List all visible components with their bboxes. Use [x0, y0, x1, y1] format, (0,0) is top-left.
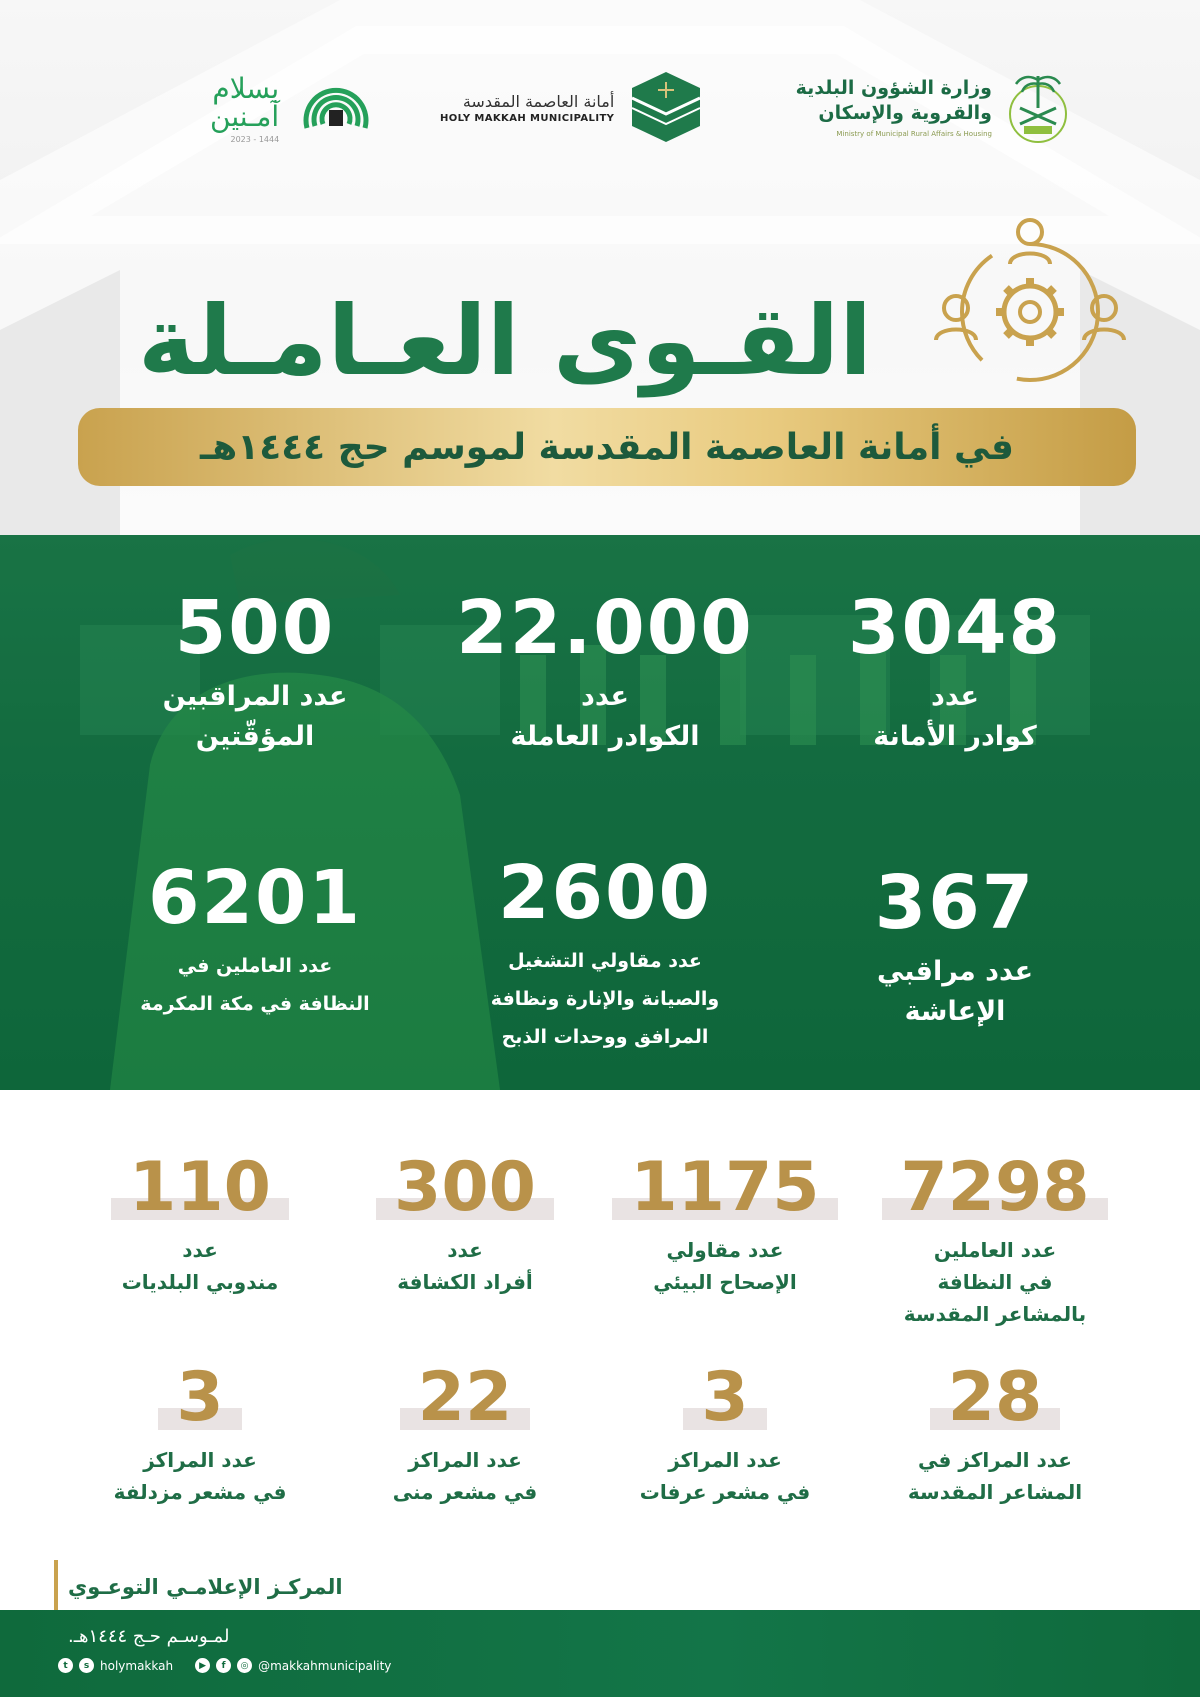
stat-label-line1: عدد	[931, 681, 979, 712]
palm-swords-emblem-icon	[1006, 68, 1070, 146]
stat-label-line2: الكوادر العاملة	[510, 721, 700, 752]
stat-label-line2: مندوبي البلديات	[121, 1270, 279, 1294]
stat-operation-contractors	[455, 850, 755, 1056]
stat-holy-sites-centers	[870, 1358, 1120, 1508]
stat-value: 2600	[498, 850, 712, 936]
stat-value: 367	[874, 860, 1036, 946]
stat-value: 1175	[612, 1148, 837, 1228]
campaign-years: 2023 - 1444	[230, 134, 280, 144]
stat-value: 22	[400, 1358, 531, 1438]
stat-label-line1: عدد المراقبين	[162, 681, 348, 712]
stat-label-line1: عدد العاملين في	[177, 955, 333, 977]
stat-label-line2: النظافة في مكة المكرمة	[140, 993, 370, 1015]
stat-label-line2: في مشعر مزدلفة	[113, 1480, 287, 1504]
stat-label-line1: عدد المراكز	[143, 1448, 257, 1472]
stat-value: 7298	[882, 1148, 1107, 1228]
stat-label-line1: عدد	[182, 1238, 218, 1262]
stat-label-line1: عدد المراكز	[408, 1448, 522, 1472]
stat-working-staff	[455, 585, 755, 757]
stat-label-line2: أفراد الكشافة	[397, 1270, 533, 1294]
stat-label-line2: المؤقّتين	[195, 721, 315, 752]
stat-label-line2: في مشعر عرفات	[639, 1480, 811, 1504]
stat-label-line2: الإصحاح البيئي	[653, 1270, 797, 1294]
handle-makkahmunicipality[interactable]: @makkahmunicipality	[258, 1658, 392, 1673]
social-handles	[58, 1658, 391, 1673]
stat-catering-supervisors	[830, 860, 1080, 1032]
stat-label-line2: في النظافة	[937, 1270, 1053, 1294]
workforce-photo-panel	[0, 535, 1200, 1090]
stat-arafat-centers	[600, 1358, 850, 1508]
handle-holymakkah[interactable]: holymakkah	[100, 1658, 174, 1673]
stat-value: 22.000	[456, 585, 754, 671]
stat-label-line2: في مشعر منى	[392, 1480, 538, 1504]
stat-amana-staff	[830, 585, 1080, 757]
stat-label-line2: المشاعر المقدسة	[907, 1480, 1083, 1504]
kaaba-emblem-icon	[628, 68, 704, 146]
municipality-logo	[440, 68, 704, 146]
stat-mina-centers	[340, 1358, 590, 1508]
footer-bar	[0, 1610, 1200, 1697]
stat-scouts	[340, 1148, 590, 1298]
stat-value: 3	[683, 1358, 766, 1438]
stat-value: 28	[930, 1358, 1061, 1438]
stat-value: 3048	[848, 585, 1062, 671]
ministry-name-line2: والقروية والإسكان	[818, 102, 992, 124]
stat-holy-sites-cleaning-workers	[870, 1148, 1120, 1330]
stat-label-line1: عدد مقاولي	[666, 1238, 784, 1262]
stat-value: 300	[376, 1148, 554, 1228]
subtitle-text: في أمانة العاصمة المقدسة لموسم حج ١٤٤٤هـ	[200, 426, 1014, 468]
stat-label-line1: عدد	[447, 1238, 483, 1262]
municipality-name-english: HOLY MAKKAH MUNICIPALITY	[440, 112, 615, 124]
campaign-logo	[210, 68, 379, 150]
youtube-icon[interactable]: ▶	[195, 1658, 210, 1673]
campaign-name-line1: بسلام	[212, 71, 280, 105]
ministry-name-line1: وزارة الشؤون البلدية	[795, 77, 992, 99]
stat-makkah-cleaning-workers	[100, 855, 410, 1023]
snapchat-icon[interactable]: s	[79, 1658, 94, 1673]
stat-label-line1: عدد المراكز	[668, 1448, 782, 1472]
ministry-logo	[796, 68, 1070, 146]
stat-muzdalifah-centers	[75, 1358, 325, 1508]
stat-label-line2: والصيانة والإنارة ونظافة	[490, 988, 720, 1010]
stat-label-line2: الإعاشة	[904, 996, 1006, 1027]
stat-temporary-supervisors	[120, 585, 390, 757]
campaign-name-line2: آمـنين	[210, 99, 280, 133]
campaign-arc-icon	[293, 68, 379, 150]
stat-label-line2: كوادر الأمانة	[873, 721, 1037, 752]
municipality-name-arabic: أمانة العاصمة المقدسة	[462, 91, 615, 111]
stat-label-line1: عدد مقاولي التشغيل	[508, 950, 702, 972]
stat-value: 6201	[148, 855, 362, 941]
stat-environmental-contractors	[600, 1148, 850, 1298]
stat-value: 3	[158, 1358, 241, 1438]
season-text: لمـوسـم حـج ١٤٤٤هـ.	[68, 1626, 230, 1647]
stat-label-line1: عدد المراكز في	[918, 1448, 1072, 1472]
stat-label-line1: عدد مراقبي	[876, 956, 1034, 987]
stat-label-line1: عدد	[581, 681, 629, 712]
subtitle-banner	[78, 408, 1136, 486]
stat-value: 500	[174, 585, 336, 671]
twitter-icon[interactable]: t	[58, 1658, 73, 1673]
header	[0, 0, 1200, 535]
stat-municipality-representatives	[75, 1148, 325, 1298]
facebook-icon[interactable]: f	[216, 1658, 231, 1673]
page-title: القـوى العـامـلة	[137, 285, 873, 397]
stat-label-line3: بالمشاعر المقدسة	[903, 1302, 1087, 1326]
stat-label-line1: عدد العاملين	[933, 1238, 1057, 1262]
instagram-icon[interactable]: ◎	[237, 1658, 252, 1673]
stat-label-line3: المرافق ووحدات الذبح	[501, 1026, 709, 1048]
media-center-name: المركـز الإعلامـي التوعـوي	[68, 1575, 343, 1599]
stat-value: 110	[111, 1148, 289, 1228]
team-gear-icon	[930, 212, 1130, 392]
ministry-name-english: Ministry of Municipal Rural Affairs & Housing	[836, 130, 992, 138]
